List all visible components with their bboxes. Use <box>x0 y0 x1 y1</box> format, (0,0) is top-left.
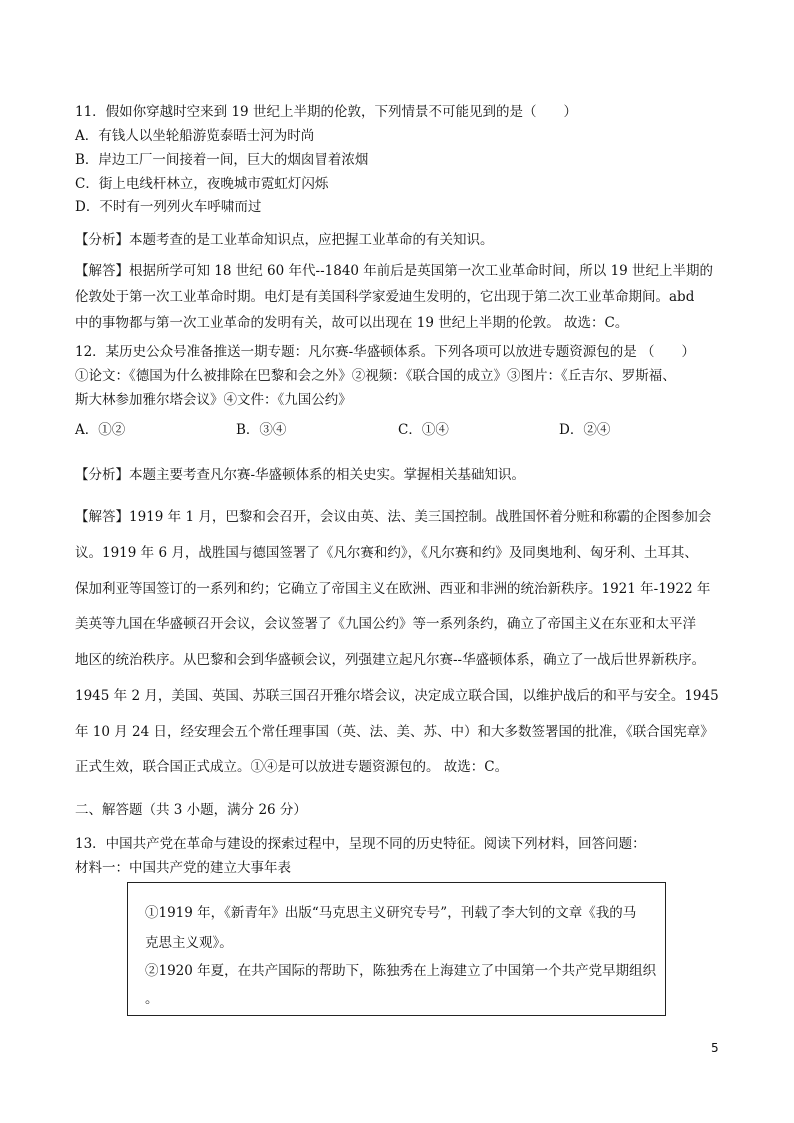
q12-answer-line: 年 10 月 24 日，经安理会五个常任理事国（英、法、美、苏、中）和大多数签署国的批准，《联合国宪章》 <box>75 724 714 740</box>
q11-option-d: D．不时有一列列火车呼啸而过 <box>75 199 262 215</box>
q12-answer-line: 地区的统治秩序。从巴黎和会到华盛顿会议，列强建立起凡尔赛--华盛顿体系，确立了一战后世界新秩序。 <box>75 652 706 668</box>
q11-option-a: A．有钱人以坐轮船游览泰晤士河为时尚 <box>75 128 315 144</box>
q13-stem: 13．中国共产党在革命与建设的探索过程中，呈现不同的历史特征。阅读下列材料，回答问题： <box>75 836 646 852</box>
q12-stem-line: ①论文：《德国为什么被排除在巴黎和会之外》②视频：《联合国的成立》③图片：《丘吉尔、罗斯福、 <box>75 368 676 384</box>
q12-stem-line: 12．某历史公众号准备推送一期专题：凡尔赛-华盛顿体系。下列各项可以放进专题资源包的是 （ ） <box>75 344 696 360</box>
page-number: 5 <box>711 1041 719 1055</box>
material-line: ①1919 年，《新青年》出版“马克思主义研究专号”，刊载了李大钊的文章《我的马 <box>145 905 637 921</box>
q12-answer-line: 正式生效，联合国正式成立。①④是可以放进专题资源包的。 故选：C。 <box>75 759 509 775</box>
q11-stem: 11．假如你穿越时空来到 19 世纪上半期的伦敦，下列情景不可能见到的是（ ） <box>75 104 577 120</box>
material-table-box <box>127 882 666 1016</box>
q12-analysis: 【分析】本题主要考查凡尔赛-华盛顿体系的相关史实。掌握相关基础知识。 <box>75 467 526 483</box>
q12-answer-line: 议。1919 年 6 月，战胜国与德国签署了《凡尔赛和约》，《凡尔赛和约》及同奥地利、匈牙利、土耳其、 <box>75 545 698 561</box>
q11-answer-line: 伦敦处于第一次工业革命时期。电灯是有美国科学家爱迪生发明的，它出现于第二次工业革命期间。abd <box>75 289 695 305</box>
q11-analysis: 【分析】本题考查的是工业革命知识点，应把握工业革命的有关知识。 <box>75 232 494 248</box>
section-heading: 二、解答题（共 3 小题，满分 26 分） <box>75 802 307 818</box>
material-line: ②1920 年夏，在共产国际的帮助下，陈独秀在上海建立了中国第一个共产党早期组织 <box>145 963 657 979</box>
q12-answer-line: 1945 年 2 月，美国、英国、苏联三国召开雅尔塔会议，决定成立联合国，以维护战后的和平与安全。1945 <box>75 688 719 704</box>
q13-material-title: 材料一：中国共产党的建立大事年表 <box>75 860 291 876</box>
q12-answer-line: 保加利亚等国签订的一系列和约；它确立了帝国主义在欧洲、西亚和非洲的统治新秩序。1921 年-1922 年 <box>75 581 711 597</box>
q12-option-d: D．②④ <box>559 422 611 438</box>
q11-answer-line: 【解答】根据所学可知 18 世纪 60 年代--1840 年前后是英国第一次工业革命时间，所以 19 世纪上半期的 <box>75 263 714 279</box>
q12-option-a: A．①② <box>75 422 126 438</box>
q11-option-b: B．岸边工厂一间接着一间，巨大的烟囱冒着浓烟 <box>75 152 369 168</box>
q12-option-b: B．③④ <box>236 422 287 438</box>
q11-option-c: C．街上电线杆林立，夜晚城市霓虹灯闪烁 <box>75 176 329 192</box>
material-line: 。 <box>145 991 159 1007</box>
q12-answer-line: 【解答】1919 年 1 月，巴黎和会召开，会议由英、法、美三国控制。战胜国怀着分赃和称霸的企图参加会 <box>75 509 712 525</box>
q12-stem-line: 斯大林参加雅尔塔会议》④文件：《九国公约》 <box>75 392 352 408</box>
q12-option-c: C．①④ <box>398 422 449 438</box>
material-line: 克思主义观》。 <box>145 935 233 951</box>
q11-answer-line: 中的事物都与第一次工业革命的发明有关，故可以出现在 19 世纪上半期的伦敦。 故选：C。 <box>75 315 629 331</box>
q12-answer-line: 美英等九国在华盛顿召开会议，会议签署了《九国公约》等一系列条约，确立了帝国主义在东亚和太平洋 <box>75 616 696 632</box>
